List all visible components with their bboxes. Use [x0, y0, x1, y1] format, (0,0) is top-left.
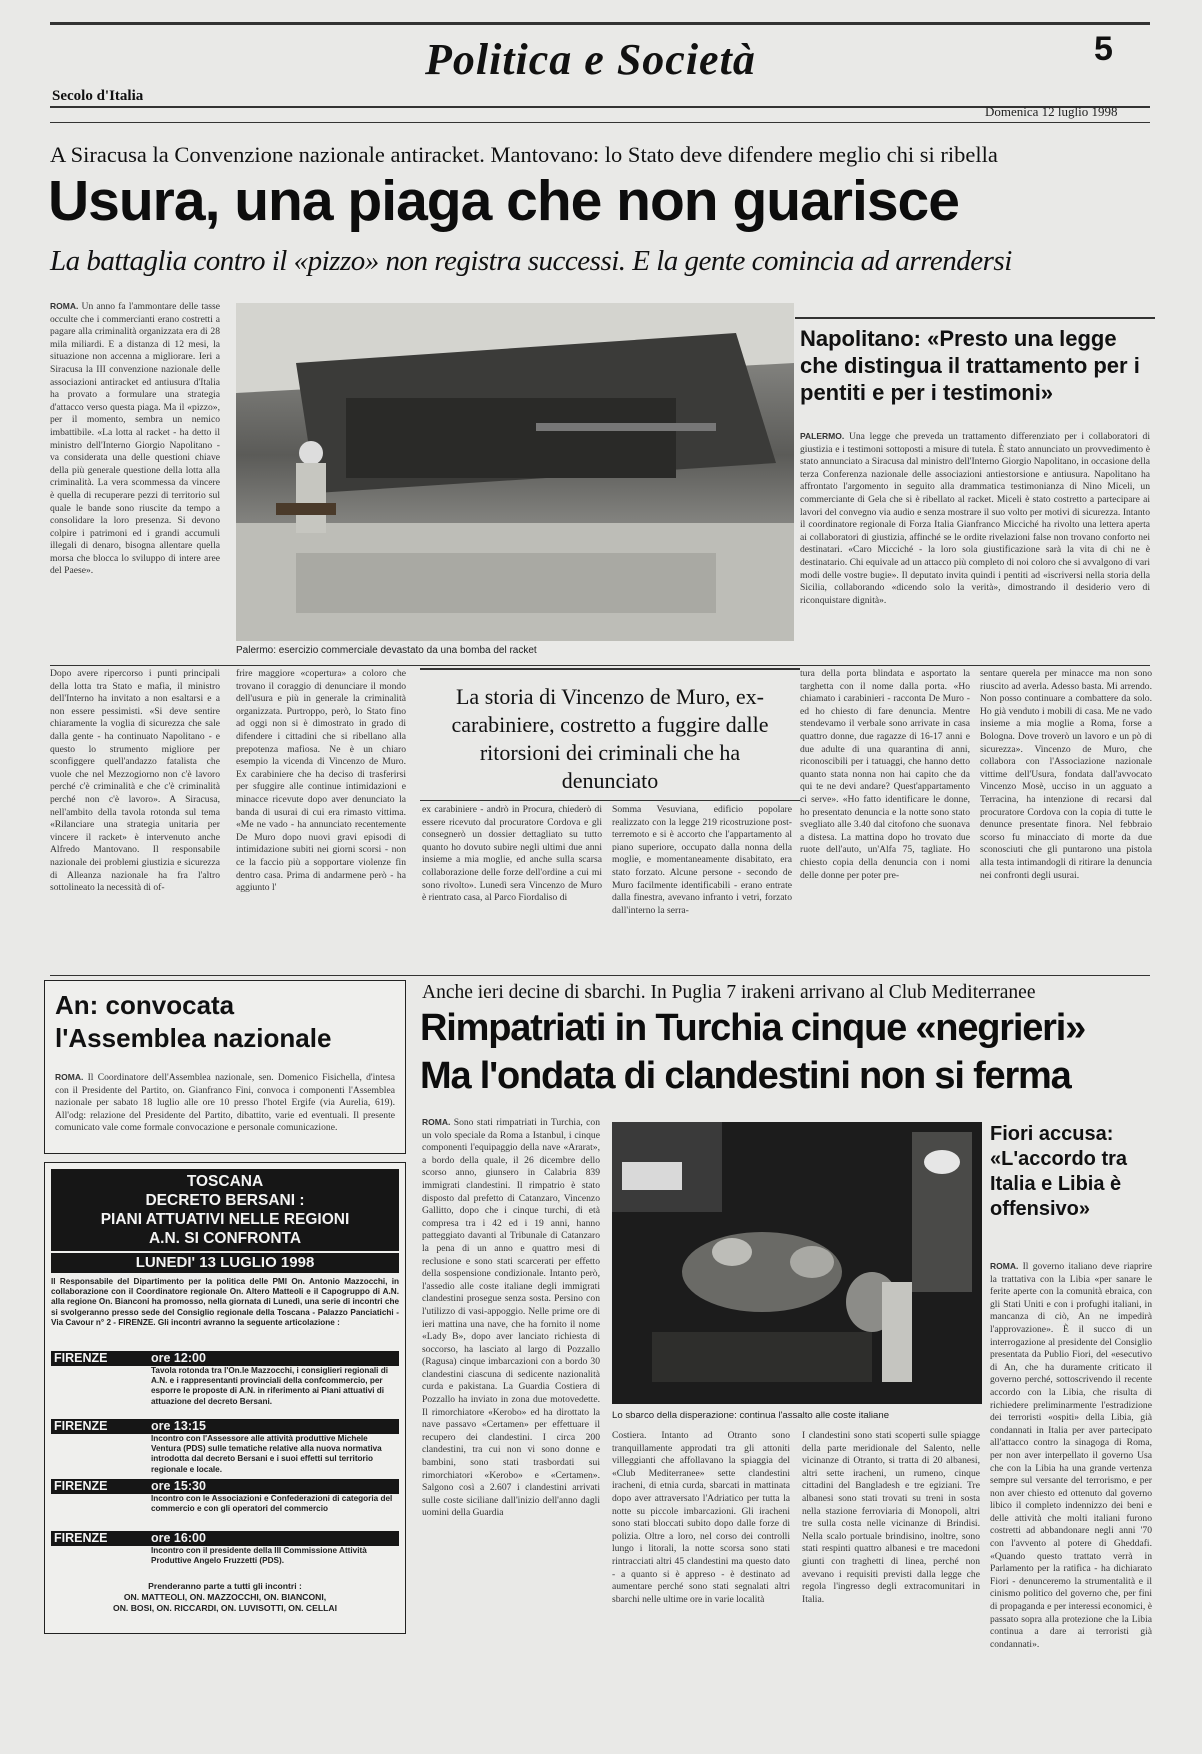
landing-photo	[612, 1122, 982, 1404]
turchia-headline-2: Ma l'ondata di clandestini non si ferma	[420, 1055, 1071, 1097]
turchia-kicker: Anche ieri decine di sbarchi. In Puglia 7 irakeni arrivano al Club Mediterranee	[422, 982, 1036, 1003]
toscana-footer-line3: ON. BOSI, ON. RICCARDI, ON. LUVISOTTI, ON. CELLAI	[113, 1603, 337, 1613]
session-time: ore 15:30	[151, 1479, 206, 1493]
main-photo-caption: Palermo: esercizio commerciale devastato da una bomba del racket	[236, 645, 537, 656]
main-headline: Usura, una piaga che non guarisce	[48, 169, 959, 233]
main-article-col2	[236, 668, 406, 972]
fiori-dateline: ROMA.	[990, 1261, 1019, 1271]
session-city: FIRENZE	[54, 1419, 108, 1433]
session-time: ore 16:00	[151, 1531, 206, 1545]
toscana-footer-line1: Prenderanno parte a tutti gli incontri :	[148, 1581, 302, 1591]
main-article-text-1b: Dopo avere ripercorso i punti principali della lotta tra Stato e mafia, il ministro dell'Interno ha invitato a non esaltarsi e a non essere pessimisti. «Si deve sentire chiaramente la voglia di sicurezza che sale dalla gente - ha continuato Napolitano - e questo lo strumento migliore per sconfiggere quell'andazzo fatalista che vuole che nel Mezzogiorno non c'è lavoro perché c'è criminalità e che c'è criminalità perché non c'è lavoro». A Siracusa, nell'ambito della tavola rotonda sul tema «Rilanciare una strategia unitaria per vincere il racket» è intervenuto anche Alfredo Mantovano. Il responsabile nazionale dei problemi giustizia e sicurezza di Alleanza nazionale ha fra l'altro sottolineato la necessità di of-	[50, 668, 220, 894]
demuro-col4	[980, 668, 1152, 972]
napolitano-body: Una legge che preveda un trattamento differenziato per i collaboratori di giustizia e i testimoni sottoposti a misure di tutela. È stato annunciato un provvedimento è stato annunciato a Siracusa dal ministro dell'Interno Giorgio Napolitano, in occasione della terza Conferenza nazionale delle associazioni antiestorsione e antiusura. Napolitano ha affrontato l'argomento in seguito alla drammatica testimonianza di Nino Miceli, un commerciante di Gela che si è ribellato al racket. Miceli è stato costretto a partecipare ai lavori del convegno via audio e senza mostrare il suo volto per motivi di sicurezza. Intanto il coordinatore regionale di Forza Italia Gianfranco Micciché ha rivolto una lettera aperta ai collaboratori di giustizia, affinché se le ordite rivelazioni false non trovano conforto nei destinatari. «Caro Micciché - la loro sola giustificazione sarà la vita di chi ne è destinatario. Chi equivale ad un attacco più completo di noi coloro che si avvalgono di vari modi delle vostre bugie». Il deputato invita quindi i pentiti ad «iscriversi nella storia della Sicilia, collaborando «dicendo solo la verità», dimostrando il desiderio vero di riconquistare dignità».	[800, 431, 1150, 606]
an-assemblea-box	[44, 980, 406, 1154]
section-title: Politica e Società	[425, 35, 756, 84]
toscana-header-line1: TOSCANA	[186, 1173, 264, 1190]
issue-date: Domenica 12 luglio 1998	[985, 104, 1118, 119]
newspaper-name: Secolo d'Italia	[52, 88, 144, 104]
turchia-dateline: ROMA.	[422, 1117, 451, 1127]
demuro-headline: La storia di Vincenzo de Muro, ex-carabiniere, costretto a fuggire dalle ritorsioni dei criminali che ha denunciato	[451, 684, 769, 793]
session-desc: Incontro con le Associazioni e Confederazioni di categoria del commercio e con gli operatori del commercio	[151, 1494, 393, 1514]
toscana-session-1	[51, 1351, 399, 1416]
fiori-text	[990, 1260, 1152, 1650]
demuro-col4-text: sentare querela per minacce ma non sono riuscito ad averla. Adesso basta. Mi arrendo. Non posso continuare a combattere da solo. Ho già venduto i mobili di casa. Me ne vado insieme a mia moglie a Roma, forse a Bologna. Dove troverò un lavoro e un pò di sicurezza». Vincenzo de Muro, che collabora con l'Associazione nazionale vittime dell'Usura, fondata dall'avvocato Vincenzo Mosè, ucciso in un agguato a Terracina, ha intenzione di recarsi dal procuratore Cordova con la copia di tutte le denunce presentate finora. Nel febbraio scorso fu minacciato di morte da due sconosciuti che gli puntarono una pistola alla testa intimandogli di ritirare la denuncia nei confronti degli usurai.	[980, 668, 1152, 881]
turchia-col2-text: Costiera. Intanto ad Otranto sono tranquillamente approdati tra gli attoniti villeggianti che affollavano la spiaggia del «Club Mediterranee» sette clandestini iracheni, di etnia curda, sbarcati in mattinata dopo aver attraversato l'Adriatico per tutta la notte su piccole imbarcazioni. Gli iracheni sono stati bloccati subito dopo dalle forze di polizia. Oltre a loro, nel corso dei controlli lungo i litorali, la notte scorsa sono stati rintracciati altri 45 clandestini ma questo dato - a quanto si è appreso - è destinato ad aumentare perché sono stati segnalati altri sbarchi nelle ultime ore in varie località	[612, 1430, 790, 1605]
toscana-date-banner: LUNEDI' 13 LUGLIO 1998	[51, 1253, 399, 1273]
napolitano-dateline: PALERMO.	[800, 431, 845, 441]
demuro-col2	[612, 804, 792, 974]
demuro-col3	[800, 668, 970, 972]
toscana-box	[44, 1162, 406, 1634]
bomb-damage-photo	[236, 303, 794, 641]
main-photo	[236, 303, 794, 641]
an-box-body: Il Coordinatore dell'Assemblea nazionale, sen. Domenico Fisichella, d'intesa con il Presidente del Partito, on. Gianfranco Fini, convoca i componenti l'Assemblea nazionale per sabato 18 luglio alle ore 10 presso l'hotel Ergife (via Aurelia, 619). All'odg: relazione del Presidente del Partito, dibattito, varie ed eventuali. Il presente comunicato vale come formale convocazione e personale comunicazione.	[55, 1072, 395, 1134]
main-dateline: ROMA.	[50, 301, 79, 311]
turchia-col3-text: I clandestini sono stati scoperti sulle spiagge della parte meridionale del Salento, nelle vicinanze di Otranto, si tratta di 20 albanesi, altri sette iracheni, un rumeno, cinque cittadini del Bangladesh e tre egiziani. Tre albanesi sono stati trovati su treni in sosta nella stazione ferroviaria di Monopoli, altri tre sulla costa nelle vicinanze di Brindisi. Nella scalo portuale brindisino, inoltre, sono stati respinti quattro albanesi e tre macedoni giunti con traghetti di linea, perché non avevano i requisiti previsti dalla legge che regola l'ingresso degli extracomunitari in Italia.	[802, 1430, 980, 1605]
migrants-photo-caption: Lo sbarco della disperazione: continua l'assalto alle coste italiane	[612, 1410, 890, 1421]
toscana-footer-line2: ON. MATTEOLI, ON. MAZZOCCHI, ON. BIANCONI,	[123, 1592, 327, 1602]
toscana-header-line2: DECRETO BERSANI :	[145, 1192, 305, 1209]
toscana-intro: Il Responsabile del Dipartimento per la politica delle PMI On. Antonio Mazzocchi, in collaborazione con il Coordinatore regionale On. Altero Matteoli e il Capogruppo di A.N. alla regione On. Bianconi ha promosso, nella giornata di Lunedì, una serie di incontri che si svolgeranno presso sede del Consiglio regionale della Toscana - Palazzo Panciatichi - Via Cavour n° 2 - FIRENZE. Gli incontri avranno la seguente articolazione :	[51, 1277, 399, 1327]
fiori-body: Il governo italiano deve riaprire la trattativa con la Libia «per sanare le ferite aperte con la comunità ebraica, con gli Stati Uniti e con i profughi italiani, in mancanza di ciò, An ne impedirà l'approvazione». È il succo di un interrogazione al presidente del Consiglio presentata da Publio Fiori, del «esecutivo di An, che ha duramente criticato il governo perché, sottoscrivendo il recente accordo con la Libia, che risulta di richiedere preliminarmente l'estradizione dei terroristi «ospiti» della Libia, già condannati in Italia per aver partecipato all'attacco contro la sinagoga di Roma, per non aver interpellato il governo Usa che con la Libia ha una grande vertenza sempre sul versante del terrorismo, e per non aver chiesto ed ottenuto dal governo libico il completo indennizzo dei beni e delle attività che molti italiani furono costretti ad abbandonare negli anni '70 con l'avvento al potere di Gheddafi. «Quando questo trattato verrà in Parlamento per la ratifica - ha dichiarato Fiori - denunceremo la strumentalità e il cinismo politico del governo che, per fini di propaganda e per interessi economici, è passato sopra alla protezione che la Libia continua a dare ai terroristi già condannati».	[990, 1261, 1152, 1650]
demuro-col1-text: ex carabiniere - andrò in Procura, chiederò di essere ricevuto dal procuratore Cordova e gli consegnerò un dossier dettagliato su tutto quanto ho dovuto subire negli ultimi due anni insieme a mia moglie, ed anche sulla scarsa collaborazione delle forze dell'ordine a cui mi sono rivolto». Lunedì sera Vincenzo de Muro è rientrato casa, al Parco Fiordaliso di	[422, 804, 602, 904]
fiori-headline: Fiori accusa: «L'accordo tra Italia e Libia è offensivo»	[990, 1123, 1128, 1220]
session-city: FIRENZE	[54, 1531, 108, 1545]
toscana-session-4	[51, 1531, 399, 1568]
session-city: FIRENZE	[54, 1351, 108, 1365]
turchia-col2	[612, 1430, 790, 1630]
toscana-header	[51, 1169, 399, 1251]
demuro-col2-text: Somma Vesuviana, edificio popolare realizzato con la legge 219 ricostruzione post-terremoto e si è accorto che l'appartamento al piano superiore, occupato dalla nonna della moglie, e momentaneamente disabitato, era stato forzato. Alcune persone - secondo de Muro facilmente identificabili - erano entrate dalla finestra, avevano infranto i vetri, forzato dall'interno la serra-	[612, 804, 792, 916]
session-desc: Incontro con l'Assessore alle attività produttive Michele Ventura (PDS) sulle tematiche relative alla nuova normativa introdotta dal decreto Bersani e i suoi effetti sul territorio regionale e locale.	[151, 1434, 382, 1474]
demuro-col1	[422, 804, 602, 974]
migrants-photo	[612, 1122, 982, 1404]
napolitano-text	[800, 430, 1150, 666]
turchia-col3	[802, 1430, 980, 1630]
demuro-col3-text: tura della porta blindata e asportato la targhetta con il nome dalla porta. «Ho chiamato i carabinieri - racconta De Muro - ed ho chiesto di fare denuncia. Mentre stendevamo il verbale sono arrivate in casa quattro donne, due ragazze di 16-17 anni e due adulte di una quarantina di anni, riconoscibili per i tatuaggi, che hanno detto quanto stata nonna non hai capito che da qui te ne devi andare? Quest'appartamento ci serve». «Ho fatto identificare le donne, ho presentato denuncia e la notte sono stato svegliato alle 3.40 dal citofono che suonava a distesa. La mattina dopo ho trovato due ruote dell'auto, un'Alfa 75, tagliate. Ho chiesto copia della denuncia con i nomi delle donne per poter pre-	[800, 668, 970, 881]
session-desc: Incontro con il presidente della III Commissione Attività Produttive Angelo Fruzzetti (PDS).	[151, 1546, 367, 1566]
session-time: ore 13:15	[151, 1419, 206, 1433]
napolitano-headline: Napolitano: «Presto una legge che distingua il trattamento per i pentiti e per i testimoni»	[800, 326, 1140, 405]
page-number: 5	[1094, 30, 1113, 68]
main-article-col1b	[50, 668, 220, 972]
an-box-text	[55, 1071, 395, 1149]
an-box-title: An: convocata l'Assemblea nazionale	[55, 990, 332, 1053]
main-article-text-1: Un anno fa l'ammontare delle tasse occulte che i commercianti erano costretti a pagare alla criminalità organizzata era di 28 mila miliardi. E a distanza di 12 mesi, la situazione non accenna a migliorare. Ieri a Siracusa la III convenzione nazionale delle associazioni antiracket ed antiusura d'Italia ha provato a formulare una strategia d'attacco verso questa piaga. Ma il «pizzo», per il momento, sembra un nemico imbattibile. «La lotta al racket - ha detto il ministro dell'Interno Giorgio Napolitano - va considerata una delle questioni chiave della più generale questione della lotta alla criminalità. La vera scommessa da vincere è quella di recuperare pezzi di territorio sul quale le bande sono riuscite da tempo a consolidare la loro presenza. Si devono colpire i patrimoni ed i grandi accumuli illegali di denaro, bisogna allentare quella morsa che blocca lo sviluppo di intere aree del Paese».	[50, 301, 220, 577]
main-kicker: A Siracusa la Convenzione nazionale antiracket. Mantovano: lo Stato deve difendere meglio chi si ribella	[50, 142, 998, 167]
main-article-col1	[50, 300, 220, 662]
main-article-text-2: frire maggiore «copertura» a coloro che trovano il coraggio di denunciare il mondo dell'usura e più in generale la criminalità organizzata. Purtroppo, però, lo Stato fino ad oggi non si è dimostrato in grado di difendere i cittadini che si ribellano alla prepotenza mafiosa. Ne è un chiaro esempio la vicenda di Vincenzo de Muro. Ex carabiniere che ha deciso di trasferirsi per sfuggire alle continue intimidazioni e minacce ricevute dopo aver denunciato la banda di usurai di cui era rimasto vittima. «Me ne vado - ha annunciato recentemente De Muro dopo nuovi gravi episodi di intimidazione subiti nei giorni scorsi - non ce la faccio più a sopportare violenze fin dentro casa. Prima di andarmene però - ha aggiunto l'	[236, 668, 406, 894]
an-box-dateline: ROMA.	[55, 1072, 84, 1082]
session-desc: Tavola rotonda tra l'On.le Mazzocchi, i consiglieri regionali di A.N. e i rappresentanti provinciali della confcommercio, per esporre le proposte di A.N. in riferimento ai Piani attuativi di attuazione del decreto Bersani.	[151, 1366, 389, 1406]
toscana-session-3	[51, 1479, 399, 1526]
toscana-session-2	[51, 1419, 399, 1476]
turchia-headline-1: Rimpatriati in Turchia cinque «negrieri»	[420, 1007, 1086, 1049]
session-city: FIRENZE	[54, 1479, 108, 1493]
toscana-header-line4: A.N. SI CONFRONTA	[148, 1230, 302, 1247]
toscana-header-line3: PIANI ATTUATIVI NELLE REGIONI	[100, 1211, 350, 1228]
session-time: ore 12:00	[151, 1351, 206, 1365]
toscana-footer	[51, 1581, 399, 1614]
main-subheadline: La battaglia contro il «pizzo» non registra successi. E la gente comincia ad arrendersi	[50, 245, 1012, 277]
turchia-col1	[422, 1116, 600, 1630]
turchia-col1-text: Sono stati rimpatriati in Turchia, con un volo speciale da Roma a Istanbul, i cinque componenti l'equipaggio della nave «Ararat», a bordo della quale, il 26 dicembre dello scorso anno, giunsero in Calabria 839 immigrati clandestini. Il rimpatrio è stato disposto dal prefetto di Catanzaro, Vincenzo Gallitto, dopo che i cinque turchi, di età compresa tra i 42 ed i 19 anni, hanno patteggiato davanti al Tribunale di Catanzaro la pena di un anno e quattro mesi di reclusione e sono stati scarcerati per effetto della sospensione condizionale. Intanto però, l'assedio alle coste italiane degli immigrati clandestini prosegue senza sosta. Persino con l'utilizzo di vasi-appoggio. Nelle prime ore di ieri mattina una nave, che ha fornito il nome «Lady B», dopo aver lanciato richiesta di soccorso, ha lasciato al largo di Pozzallo (Ragusa) cinque imbarcazioni con a bordo 30 clandestini ciascuna di sedicente nazionalità curda e pakistana. La Guardia Costiera di Pozzallo ha inviato in zona due motovedette. Il rimorchiatore «Kerobo» ed ha dirottato la nave passavo «Certamen» per effettuare il recupero dei clandestini. I circa 200 clandestini, tra cui non vi sono donne e bambini, sono stati trasbordati sui rimorchiatori «Kerobo» e «Certamen». Salgono così a 2.607 i clandestini arrivati sulle coste siciliane dall'inizio dell'anno dagli uomini della Guardia	[422, 1117, 600, 1519]
